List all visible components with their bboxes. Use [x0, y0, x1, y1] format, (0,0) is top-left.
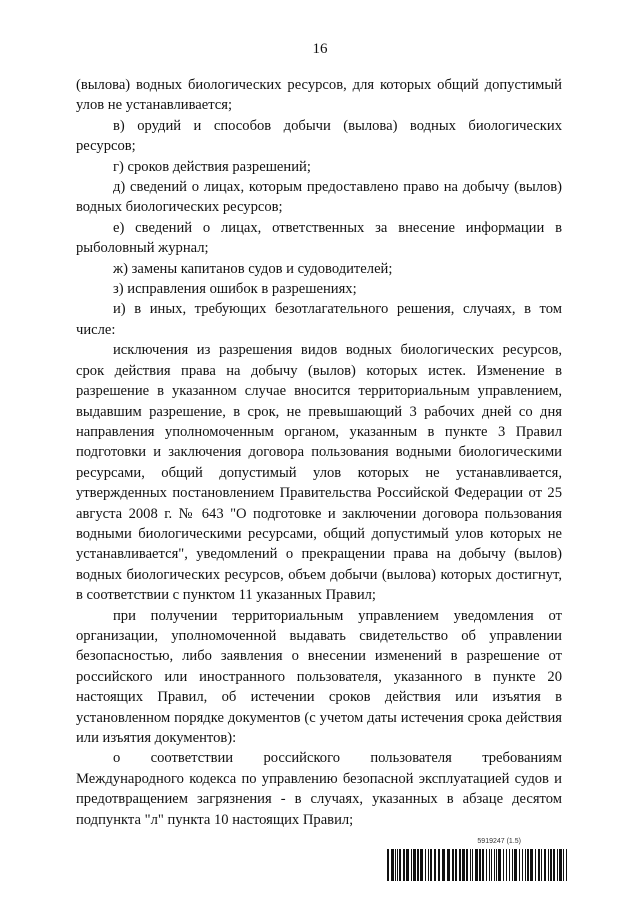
barcode-bar [522, 849, 523, 881]
barcode-bar [512, 849, 513, 881]
barcode-bar [525, 849, 526, 881]
barcode-bar [425, 849, 426, 881]
barcode-code-text: 5919247 (1.5) [477, 838, 521, 845]
barcode-bar [489, 849, 490, 881]
barcode-bar [447, 849, 450, 881]
barcode-bar [503, 849, 504, 881]
barcode-bar [399, 849, 401, 881]
barcode-bar [479, 849, 481, 881]
barcode-bar [506, 849, 507, 881]
barcode-bar [482, 849, 484, 881]
barcode-bar [387, 849, 389, 881]
barcode-bar [491, 849, 492, 881]
barcode-bar [563, 849, 564, 881]
list-item-d: д) сведений о лицах, которым предоставлено право на добычу (вылов) водных биологических ресурсов; [76, 179, 562, 216]
barcode-bar [496, 849, 497, 881]
barcode-bar [535, 849, 536, 881]
barcode-bar [452, 849, 454, 881]
barcode-bar [455, 849, 457, 881]
paragraph-exclusion: исключения из разрешения видов водных биологических ресурсов, срок действия права на добычу (вылов) которых истек. Изменение в разрешение в указанном случае вносится территориальным управлением, выдавшим разрешение, в срок, не превышающий 3 рабочих дней со дня направления уполномоченным органом, указанным в пункте 3 Правил подготовки и заключения договора пользования водными биологическими ресурсами, общий допустимый улов которых не устанавливается, утвержденных постановлением Правительства Российской Федерации от 25 августа 2008 г. № 643 "О подготовке и заключении договора пользования водными биологическими ресурсами, общий допустимый улов которых не устанавливается", уведомлений о прекращении права на добычу (вылов) водных биологических ресурсов, объем добычи (вылова) которых достигнут, в соответствии с пунктом 11 указанных Правил; [76, 342, 562, 604]
barcode-bar [559, 849, 562, 881]
barcode-bar [475, 849, 478, 881]
barcode-bar [486, 849, 487, 881]
barcode-bar [417, 849, 419, 881]
barcode-bar [514, 849, 517, 881]
barcode-bar [466, 849, 468, 881]
barcode-bar [553, 849, 555, 881]
barcode-bar [420, 849, 423, 881]
barcode-bar [530, 849, 533, 881]
list-item-z: з) исправления ошибок в разрешениях; [113, 281, 357, 298]
barcode-bar [428, 849, 429, 881]
barcode-bar [527, 849, 529, 881]
body-text [76, 75, 562, 830]
barcode-bars [387, 849, 569, 881]
barcode [387, 838, 569, 884]
barcode-bar [557, 849, 558, 881]
paragraph-compliance: о соответствии российского пользователя требованиям Международного кодекса по управлению безопасной эксплуатацией судов и предотвращением загрязнения - в случаях, указанных в абзаце десятом подпункта "л" пункта 10 настоящих Правил; [76, 750, 562, 828]
barcode-bar [541, 849, 542, 881]
barcode-bar [395, 849, 396, 881]
barcode-bar [566, 849, 567, 881]
list-item-zh: ж) замены капитанов судов и судоводителей; [113, 260, 393, 277]
barcode-bar [462, 849, 465, 881]
barcode-bar [411, 849, 412, 881]
barcode-bar [538, 849, 540, 881]
list-item-e: е) сведений о лицах, ответственных за внесение информации в рыболовный журнал; [76, 219, 562, 257]
paragraph-notification: при получении территориальным управлением уведомления от организации, уполномоченной выдавать свидетельство об управлении безопасностью, либо заявления о внесении изменений в разрешение от российского или иностранного пользователя, указанного в пункте 20 настоящих Правил, об истечении сроков действия или изъятия в установленном порядке документов (с учетом даты истечения срока действия или изъятия документов): [76, 607, 562, 746]
barcode-bar [459, 849, 461, 881]
list-item-g: г) сроков действия разрешений; [113, 158, 311, 175]
barcode-bar [509, 849, 510, 881]
barcode-bar [438, 849, 440, 881]
list-item-v: в) орудий и способов добычи (вылова) водных биологических ресурсов; [76, 117, 562, 155]
barcode-bar [403, 849, 405, 881]
barcode-bar [470, 849, 471, 881]
barcode-bar [406, 849, 409, 881]
barcode-bar [550, 849, 552, 881]
paragraph-continuation: (вылова) водных биологических ресурсов, для которых общий допустимый улов не устанавливается; [76, 77, 562, 114]
barcode-bar [548, 849, 549, 881]
barcode-bar [494, 849, 495, 881]
barcode-bar [472, 849, 473, 881]
barcode-bar [498, 849, 501, 881]
barcode-bar [519, 849, 520, 881]
list-item-i: и) в иных, требующих безотлагательного решения, случаях, в том числе: [76, 301, 562, 338]
barcode-bar [397, 849, 398, 881]
barcode-bar [430, 849, 432, 881]
page-number: 16 [312, 41, 328, 57]
barcode-bar [544, 849, 546, 881]
barcode-bar [413, 849, 416, 881]
barcode-bar [434, 849, 436, 881]
barcode-bar [442, 849, 445, 881]
barcode-bar [391, 849, 394, 881]
